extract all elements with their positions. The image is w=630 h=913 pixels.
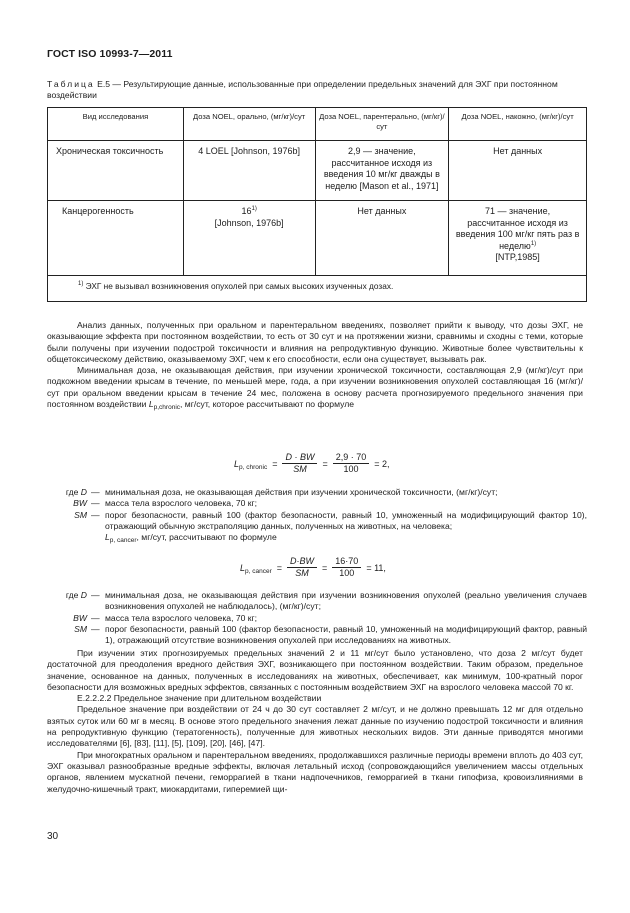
table-cell: Хроническая токсичность [48,141,184,201]
table-cell: Нет данных [449,141,587,201]
where-row: BW — масса тела взрослого человека, 70 кг; [47,498,587,509]
column-header: Доза NOEL, парентерально, (мг/кг)/сут [315,108,449,141]
where-text: минимальная доза, не оказывающая действия при изучении возникновения опухолей (реально увеличения случаев возникновения опухолей не наблюдалось), (мг/кг)/сут; [105,590,587,612]
symbol: L [240,562,246,573]
table-cell [183,201,315,276]
symbol: L [148,399,154,410]
symbol: BW [73,498,87,509]
formula-cancer: $L_{p, cancer}$ = $\frac{D\cdot BW}{SM}$ = $\frac{16\cdot 70}{100}$ = 11, [240,556,386,578]
column-header: Вид исследования [48,108,184,141]
fraction-numerator: 2,9 · 70 [333,452,370,464]
table-caption [47,79,593,101]
where-block-2 [47,590,587,646]
where-block-1 [47,487,587,543]
formula-result: = 2, [374,458,390,469]
footnote-mark: 1) [251,206,257,212]
column-header: Доза NOEL, орально, (мг/кг)/сут [183,108,315,141]
table-cell: Нет данных [315,201,449,276]
data-table [47,107,587,302]
where-prefix: где [65,487,79,497]
table-cell: 4 LOEL [Johnson, 1976b] [183,141,315,201]
where-text-part: порог безопасности, равный 100 (фактор безопасности, равный 10, умноженный на модифицирующий фактор 10), отражающий обычную экстраполяцию данных, полученных на животных, на человека; [105,509,587,531]
symbol: L [105,532,110,543]
table-footnote-row [48,276,587,302]
paragraph: При многократных оральном и парентеральном введениях, продолжавшихся различные периоды времени вплоть до 403 сут, ЭХГ оказывал разнообразные вредные эффекты, включая летальный исход (сопровождающийся увеличением массы отдельных органов, явлением мускатной печени, геморрагией в ткани надпочечников, геморрагией в ткани гипофиза, кровоизлияниями в желудочно-кишечный тракт, миокардитами, гиперемией щи- [47,749,583,794]
symbol: D [80,487,87,497]
paragraph: При изучении этих прогнозируемых предельных значений 2 и 11 мг/сут было установлено, что доза 2 мг/сут будет достаточной для преодоления вредного действия ЭХГ, возникающего при постоянном воздействии. Таким образом, предельное значение, основанное на данных, полученных в исследованиях на животных, обеспечивает, как минимум, 100-кратный порог безопасности для возможных вредных эффектов, связанных с постоянным воздействием ЭХГ на взрослого человека массой 70 кг. [47,648,583,692]
fraction-numerator: D · BW [282,452,317,464]
table-cell: 2,9 — значение, рассчитанное исходя из введения 10 мг/кг дважды в неделю [Mason et al., 1971] [315,141,449,201]
cell-value: 16 [241,206,252,216]
paragraph: Анализ данных, полученных при оральном и парентеральном введениях, позволяет прийти к выводу, что дозы ЭХГ, не оказывающие эффекта при постоянном воздействии, то есть от 30 сут и на протяжении жизни, сравнимы и сходны с теми, которые были получены при изучении подострой токсичности и влияния на репродуктивную функцию. Животные более чувствительны к общетоксическому действию, оказываемому ЭХГ, чем к его способности, если она существует, вызывать рак. [47,320,583,364]
table-caption-text: Е.5 — Результирующие данные, использованные при определении предельных значений для ЭХГ при постоянном воздействии [47,79,558,100]
fraction-denominator: 100 [339,568,355,578]
paragraph: Предельное значение при воздействии от 24 ч до 30 сут составляет 2 мг/сут, и не должно превышать 12 мг для отдельно взятых суток или 60 мг в месяц. В основе этого предельного значения лежат данные по изучению подострой токсичности и влияния на репродуктивную функцию (тератогенность), полученные для животных нескольких видов. Эти данные приводятся многими исследователями [6], [83], [11], [5], [109], [20], [46], [47]. [47,704,583,749]
table-row [48,141,587,201]
paragraph-text: , мг/сут, которое рассчитывают по формуле [180,399,354,410]
table-cell: Канцерогенность [48,201,184,276]
footnote-mark: 1) [530,240,537,247]
where-text: масса тела взрослого человека, 70 кг; [105,498,258,509]
cell-value: 71 — значение, рассчитанное исходя из введения 100 мг/кг пять раз в неделю [455,206,580,251]
section-subheading: Е.2.2.2.2 Предельное значение при длительном воздействии [77,693,322,704]
where-row: где D — минимальная доза, не оказывающая действия при изучении возникновения опухолей (реально увеличения случаев возникновения опухолей не наблюдалось), (мг/кг)/сут; [65,590,587,612]
table-cell [449,201,587,276]
footnote-mark: 1) [78,281,84,287]
where-prefix: где [65,590,79,600]
symbol-subscript: p,chronic [153,404,181,412]
table-header-row [48,108,587,141]
where-row: SM — порог безопасности, равный 100 (фактор безопасности, равный 10, умноженный на модифицирующий фактор 10), отражающий обычную экстраполяцию данных, полученных на животных, на человека; $L_{p, cancer}$, мг/сут, рассчитывают по формуле [74,509,587,545]
symbol-subscript: p, chronic [239,463,268,471]
paragraph [47,365,583,410]
where-row: где D — минимальная доза, не оказывающая действия при изучении хронической токсичности, (мг/кг)/сут; [47,487,587,498]
table-caption-label: Таблица [47,79,95,89]
symbol-subscript: p, cancer [109,537,137,545]
fraction-denominator: SM [293,464,307,474]
formula-result: = 11, [366,562,386,573]
where-row: BW — масса тела взрослого человека, 70 кг; [47,613,587,624]
cell-reference: [Johnson, 1976b] [214,217,284,228]
page-header: ГОСТ ISO 10993-7—2011 [47,48,173,60]
column-header: Доза NOEL, накожно, (мг/кг)/сут [449,108,587,141]
footnote-text: ЭХГ не вызывал возникновения опухолей при самых высоких изученных дозах. [85,281,394,291]
fraction-denominator: 100 [343,464,359,474]
table-row [48,201,587,276]
where-row: SM — порог безопасности, равный 100 (фактор безопасности, равный 10, умноженный на модифицирующий фактор, равный 1), отражающий отсутствие возникновения опухолей при исследованиях на животных. [74,623,587,646]
fraction-numerator: D·BW [287,556,317,568]
where-text [105,510,587,544]
body-text-block [47,320,583,410]
page-number: 30 [47,831,59,842]
paragraph-text: Минимальная доза, не оказывающая действия, при изучении хронической токсичности, составляющая 2,9 (мг/кг)/сут при подкожном введении крысам в течение, по меньшей мере, года, а при изучении возникновения опухолей составляющая 16 (мг/кг)/сут при оральном введении крысам в течение 24 мес, положена в основу расчета прогнозируемого предельного значения при постоянном воздействии [47,365,583,410]
cell-reference: [NTP,1985] [495,252,540,263]
where-text-part: , мг/сут, рассчитывают по формуле [136,532,277,543]
formula-chronic: $L_{p, chronic}$ = $\frac{D \cdot BW}{SM}$ = $\frac{2,9 \cdot 70}{100}$ = 2, [234,452,390,474]
fraction-numerator: 16·70 [332,556,361,568]
symbol: BW [73,612,87,623]
where-text: минимальная доза, не оказывающая действия при изучении хронической токсичности, (мг/кг)/сут; [105,487,498,497]
symbol: SM [74,509,87,520]
symbol: D [80,590,87,600]
symbol-subscript: p, cancer [245,567,272,575]
where-text: масса тела взрослого человека, 70 кг; [105,612,258,623]
symbol: SM [74,623,87,634]
body-text-block-2 [47,648,583,795]
table-footnote [48,276,587,302]
symbol: L [234,458,240,469]
fraction-denominator: SM [295,568,309,578]
where-text: порог безопасности, равный 100 (фактор безопасности, равный 10, умноженный на модифицирующий фактор, равный 1), отражающий отсутствие возникновения опухолей при исследованиях на животных. [105,623,587,646]
